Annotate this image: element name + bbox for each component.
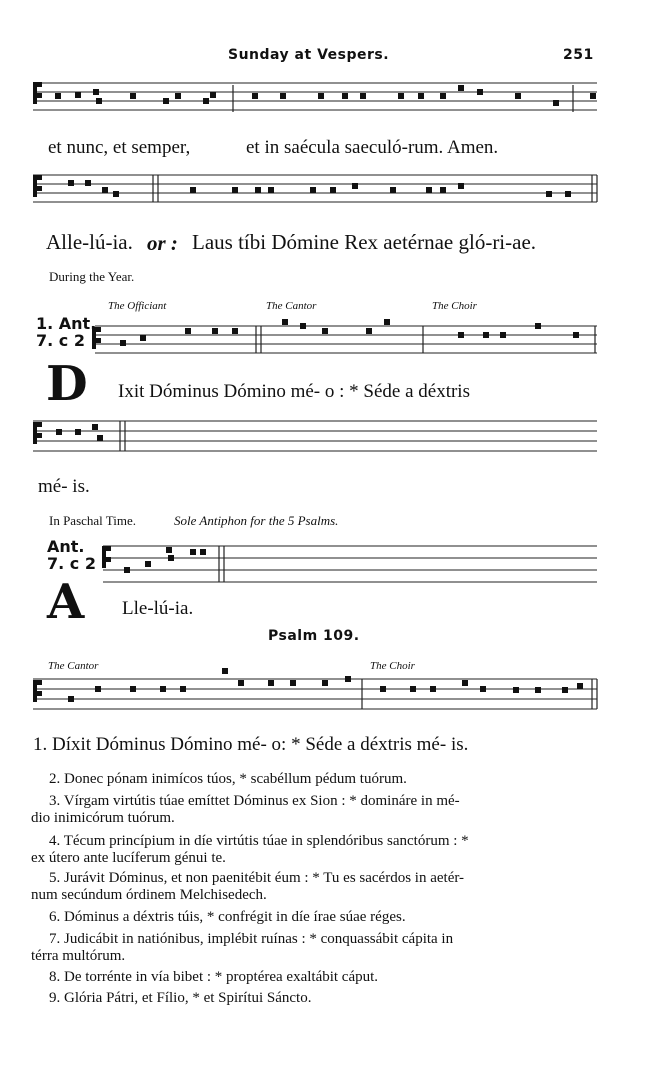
staff1-clef	[33, 82, 37, 104]
staff2-neume	[390, 187, 396, 193]
staff2-clef	[37, 175, 42, 180]
staff5-clef	[106, 557, 111, 562]
staff3-neume	[483, 332, 489, 338]
staff2-neume	[85, 180, 91, 186]
staff1-neume	[280, 93, 286, 99]
verse-text-line1: Jurávit Dóminus, et non paenitébit éum : * Tu es sacérdos in aetér-	[64, 870, 465, 886]
verse-number: 5.	[49, 870, 61, 886]
staff1-neume	[590, 93, 596, 99]
staff6-neume	[345, 676, 351, 682]
psalm-verse-1-text: Díxit Dóminus Dómino mé- o: * Séde a déxtris mé- is.	[52, 734, 469, 755]
staff5-clef	[106, 546, 111, 551]
paschal-lyric: Lle-lú-ia.	[122, 598, 194, 619]
staff1-neume	[553, 100, 559, 106]
staff1-neume	[342, 93, 348, 99]
staff6-clef	[37, 691, 42, 696]
staff6-neume	[480, 686, 486, 692]
verse-text-line2: num secúndum órdinem Melchisedech.	[31, 887, 267, 903]
verse-number: 9.	[49, 990, 61, 1006]
staff2-neume	[68, 180, 74, 186]
staff2-neume	[426, 187, 432, 193]
psalm-verse-2	[31, 771, 601, 788]
staff2-neume	[268, 187, 274, 193]
verse-text: Donec pónam inimícos túos, * scabéllum pédum tuórum.	[64, 771, 407, 787]
staff6-neume	[577, 683, 583, 689]
antiphon1-label-number: 1. Ant.	[36, 314, 97, 333]
staff3-neume	[573, 332, 579, 338]
staff3-neume	[458, 332, 464, 338]
role-choir: The Choir	[432, 300, 477, 312]
staff1-neume	[175, 93, 181, 99]
staff1-neume	[93, 89, 99, 95]
staff1-neume	[163, 98, 169, 104]
verse-number: 7.	[49, 931, 61, 947]
staff1-neume	[515, 93, 521, 99]
chant2-or: or :	[147, 231, 178, 255]
verse-text-line1: Vírgam virtútis túae emíttet Dóminus ex Sion : * domináre in mé-	[63, 793, 460, 809]
staff6-neume	[95, 686, 101, 692]
verse-text: De torrénte in vía bibet : * proptérea exaltábit cáput.	[64, 969, 379, 985]
staff1-neume	[210, 92, 216, 98]
antiphon1-initial: D	[46, 356, 88, 412]
section-during-year: During the Year.	[49, 269, 135, 284]
psalm-verse-1	[33, 734, 468, 756]
staff6-neume	[535, 687, 541, 693]
staff1-neume	[96, 98, 102, 104]
verse-number: 6.	[49, 909, 61, 925]
staff2-clef	[33, 175, 37, 197]
role-officiant: The Officiant	[108, 300, 167, 312]
antiphon1-lyric: Ixit Dóminus Dómino mé- o : * Séde a déxtris	[118, 381, 470, 402]
staff4-neume	[75, 429, 81, 435]
staff6-neume	[410, 686, 416, 692]
verse-text: Dóminus a déxtris túis, * confrégit in díe írae súae réges.	[64, 909, 406, 925]
staff1-neume	[130, 93, 136, 99]
staff3-neume	[232, 328, 238, 334]
role-cantor: The Cantor	[266, 300, 317, 312]
psalm-verse-8	[31, 969, 601, 986]
staff2-neume	[546, 191, 552, 197]
staff1-neume	[252, 93, 258, 99]
chant2-lyric-b: Laus tíbi Dómine Rex aetérnae gló-ri-ae.	[192, 230, 537, 254]
staff2-neume	[565, 191, 571, 197]
verse-text-line1: Técum princípium in díe virtútis túae in splendóribus sanctórum : *	[63, 833, 469, 849]
staff5-neume	[145, 561, 151, 567]
staff3-neume	[212, 328, 218, 334]
staff6-clef	[33, 680, 37, 702]
paschal-label-ant: Ant.	[47, 537, 85, 556]
antiphon1-mode-label	[36, 315, 96, 349]
staff1-neume	[477, 89, 483, 95]
staff1-neume	[318, 93, 324, 99]
paschal-heading: In Paschal Time.	[49, 513, 137, 528]
staff6-neume	[222, 668, 228, 674]
staff2-neume	[310, 187, 316, 193]
verse-text-line1: Judicábit in natiónibus, implébit ruínas : * conquassábit cápita in	[64, 931, 454, 947]
staff2-clef	[37, 186, 42, 191]
staff4-neume	[56, 429, 62, 435]
psalm-role-cantor: The Cantor	[48, 660, 99, 672]
staff1-neume	[398, 93, 404, 99]
psalm-role-choir: The Choir	[370, 660, 415, 672]
staff1-neume	[203, 98, 209, 104]
staff4-clef	[37, 433, 42, 438]
verse-number: 3.	[49, 793, 61, 809]
staff4-neume	[92, 424, 98, 430]
antiphon1-continuation: mé- is.	[38, 476, 90, 497]
psalm-verse-9	[31, 990, 601, 1007]
staff6-neume	[322, 680, 328, 686]
staff3-neume	[282, 319, 288, 325]
staff1-clef	[37, 82, 42, 87]
psalm-verse-4	[31, 833, 601, 867]
paschal-mode-label	[47, 538, 96, 572]
verse-text-line2: ex útero ante lucíferum génui te.	[31, 850, 226, 866]
chant1-lyric-a: et nunc, et semper,	[48, 137, 191, 158]
staff2-neume	[330, 187, 336, 193]
staff2-neume	[232, 187, 238, 193]
paschal-heading-note: Sole Antiphon for the 5 Psalms.	[174, 513, 339, 528]
staff1-neume	[55, 93, 61, 99]
staff2-neume	[440, 187, 446, 193]
staff2-neume	[255, 187, 261, 193]
page-number: 251	[563, 47, 594, 63]
staff3-neume	[300, 323, 306, 329]
staff4-neume	[97, 435, 103, 441]
staff1-neume	[418, 93, 424, 99]
staff3-neume	[535, 323, 541, 329]
staff3-neume	[140, 335, 146, 341]
staff5-clef	[102, 546, 106, 568]
staff6-neume	[268, 680, 274, 686]
staff2-neume	[113, 191, 119, 197]
staff6-clef	[37, 680, 42, 685]
staff5-neume	[166, 547, 172, 553]
verse-text: Glória Pátri, et Fílio, * et Spirítui Sáncto.	[64, 990, 312, 1006]
staff2-neume	[102, 187, 108, 193]
staff2-neume	[190, 187, 196, 193]
staff6-neume	[380, 686, 386, 692]
staff1-neume	[458, 85, 464, 91]
staff4-clef	[33, 422, 37, 444]
staff1-neume	[440, 93, 446, 99]
staff6-neume	[290, 680, 296, 686]
psalm-verse-3	[31, 793, 601, 827]
staff3-neume	[366, 328, 372, 334]
staff1-neume	[360, 93, 366, 99]
staff3-neume	[120, 340, 126, 346]
staff6-neume	[130, 686, 136, 692]
staff4-clef	[37, 422, 42, 427]
staff3-clef	[96, 338, 101, 343]
staff6-neume	[430, 686, 436, 692]
staff3-neume	[185, 328, 191, 334]
staff6-neume	[160, 686, 166, 692]
staff5-neume	[124, 567, 130, 573]
staff1-neume	[75, 92, 81, 98]
staff6-neume	[238, 680, 244, 686]
psalm-verse-5	[31, 870, 601, 904]
staff3-neume	[384, 319, 390, 325]
verse-number: 2.	[49, 771, 61, 787]
verse-number: 4.	[49, 833, 61, 849]
staff6-neume	[562, 687, 568, 693]
staff3-clef	[96, 327, 101, 332]
staff1-clef	[37, 93, 42, 98]
staff6-neume	[513, 687, 519, 693]
staff3-neume	[322, 328, 328, 334]
psalm-verse-7	[31, 931, 601, 965]
verse-number: 8.	[49, 969, 61, 985]
antiphon1-label-mode: 7. c 2	[36, 331, 85, 350]
running-head-title: Sunday at Vespers.	[228, 47, 390, 63]
staff5-neume	[200, 549, 206, 555]
psalm-title: Psalm 109.	[268, 628, 360, 644]
chant2-lyric-a: Alle-lú-ia.	[46, 230, 133, 254]
paschal-label-mode: 7. c 2	[47, 554, 96, 573]
verse-text-line2: térra multórum.	[31, 948, 126, 964]
staff2-neume	[458, 183, 464, 189]
staff5-neume	[190, 549, 196, 555]
staff6-neume	[68, 696, 74, 702]
staff3-neume	[500, 332, 506, 338]
staff2-neume	[352, 183, 358, 189]
psalm-verse-1-number: 1.	[33, 734, 48, 755]
paschal-initial: A	[47, 574, 85, 630]
verse-text-line2: dio inimicórum tuórum.	[31, 810, 175, 826]
staff6-neume	[180, 686, 186, 692]
psalm-verse-6	[31, 909, 601, 926]
staff6-neume	[462, 680, 468, 686]
staff5-neume	[168, 555, 174, 561]
chant1-lyric-b: et in saécula saeculó-rum. Amen.	[246, 137, 499, 158]
